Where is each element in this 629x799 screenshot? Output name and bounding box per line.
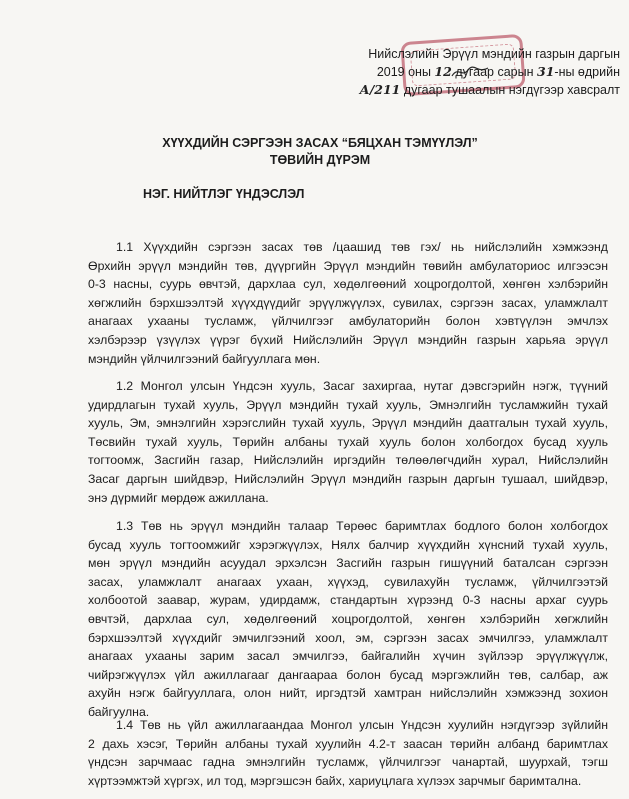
paragraph-line: Өрхийн эрүүл мэндийн төв, дүүргийн Эрүүл мэндийн төвийн амбулаториос илгээсэн (88, 258, 608, 273)
paragraph-line: мэндийн үйлчилгээний байгууллага мөн. (88, 351, 321, 366)
section-heading: НЭГ. НИЙТЛЭГ ҮНДЭСЛЭЛ (143, 187, 305, 201)
paragraph-1-4 (88, 716, 608, 790)
paragraph-line: 1.1 Хүүхдийн сэргээн засах төв /цаашид төв гэх/ нь нийслэлийн хэмжээнд (116, 240, 608, 254)
paragraph-line: 2 дахь хэсэг, Төрийн албаны тухай хуулийн 4.2-т заасан төрийн албанд баримтлах (88, 736, 608, 751)
paragraph-line: мөн эрүүл мэндийн асуудал эрхэлсэн Засгийн газрын гишүүний баталсан сэргээн (88, 556, 608, 571)
paragraph-line: засах, уламжлалт анагаах ухаан, хүүхэд, сувилахуйн тусламж, үйлчилгээтэй (88, 574, 608, 589)
paragraph-line: хөгжлийн бэрхшээлтэй хүүхдүүдийг эрүүлжүүлэх, сувилах, сэргээн засах, уламжлалт (88, 295, 608, 310)
paragraph-line: 1.3 Төв нь эрүүл мэндийн талаар Төрөөс баримтлах бодлого болон холбогдох (116, 519, 608, 533)
approval-month-label: дугаар сарын (455, 65, 534, 79)
approval-month: 12 (434, 64, 452, 79)
paragraph-line: холбоотой заавар, журам, удирдамж, стандартын хүрээнд 0-3 насны архаг суурь (88, 593, 608, 608)
paragraph-line: хүртээмжтэй хүргэх, ил тод, мэргэшсэн байх, хариуцлага хүлээх зарчмыг баримтална. (88, 773, 582, 788)
order-number: А/211 (359, 82, 401, 97)
paragraph-line: Засаг даргын шийдвэр, Нийслэлийн Эрүүл мэндийн газрын даргын тушаал, шийдвэр, (88, 471, 608, 486)
approval-year: 2019 оны (376, 65, 431, 79)
approval-day: 31 (537, 64, 555, 79)
paragraph-line: байгуулна. (88, 704, 150, 719)
paragraph-line: чийрэгжүүлэх үйл ажиллагааг дангаараа болон бусад мэргэжлийн төв, салбар, аж (88, 667, 608, 682)
paragraph-line: 0-3 насны, суурь өвчтэй, дархлаа сул, хөдөлгөөний хоцрогдолтой, хөнгөн хэлбэрийн (88, 277, 608, 292)
paragraph-line: анагаах ухааны тусламж, үйлчилгээг амбулаторийн болон хэвтүүлэн эмчлэх (88, 314, 608, 329)
paragraph-line: өвчтэй, дархлаа сул, хөдөлгөөний хоцрогдолтой, хөнгөн хэлбэрийн хөгжлийн (88, 611, 608, 626)
paragraph-1-3 (88, 517, 608, 722)
approval-block (330, 46, 620, 99)
paragraph-line: 1.2 Монгол улсын Үндсэн хууль, Засаг захиргаа, нутаг дэвсгэрийн нэгж, түүний (116, 379, 608, 393)
paragraph-line: 1.4 Төв нь үйл ажиллагаандаа Монгол улсын Үндсэн хуулийн нэгдүгээр зүйлийн (116, 718, 608, 732)
paragraph-line: хууль, Эм, эмнэлгийн хэрэгслийн тухай хууль, Эрүүл мэндийн даатгалын тухай хууль, (88, 416, 608, 431)
paragraph-line: тогтоомж, Засгийн газар, Нийслэлийн иргэдийн төлөөлөгчдийн хурал, Нийслэлийн (88, 453, 608, 468)
title-line-2: ТӨВИЙН ДҮРЭМ (269, 153, 371, 167)
approval-line-2 (330, 63, 620, 81)
approval-line-3 (330, 81, 620, 99)
paragraph-line: Төсвийн тухай хууль, Төрийн албаны тухай хууль болон холбогдох бусад хууль (88, 434, 608, 449)
approval-line-1: Нийслэлийн Эрүүл мэндийн газрын даргын (368, 47, 620, 61)
paragraph-line: ахуйн нэгж байгууллага, олон нийт, иргэдтэй хамтран нийслэлийн хэмжээнд зохион (88, 686, 608, 701)
paragraph-line: энэ дүрмийг мөрдөж ажиллана. (88, 490, 269, 505)
title-line-1: ХҮҮХДИЙН СЭРГЭЭН ЗАСАХ “БЯЦХАН ТЭМҮҮЛЭЛ” (162, 136, 478, 150)
paragraph-line: хэлбэрээр үзүүлэх үүрэг бүхий Нийслэлийн Эрүүл мэндийн газрын харьяа эрүүл (88, 332, 608, 347)
approval-day-label: -ны өдрийн (554, 65, 620, 79)
document-title (130, 135, 510, 169)
paragraph-1-1 (88, 238, 608, 368)
paragraph-line: үндсэн зарчмаас гадна эмнэлгийн тусламж, үйлчилгээг чанартай, шуурхай, тэгш (88, 755, 608, 770)
paragraph-line: бэрхшээлтэй хүүхдийг эмчилгээний хоол, эм, сэргээн засах эмчилгээ, уламжлалт (88, 630, 608, 645)
approval-attachment-text: дугаар тушаалын нэгдүгээр хавсралт (403, 83, 620, 97)
paragraph-line: удирдлагын тухай хууль, Эрүүл мэндийн тухай хууль, Эмнэлгийн тусламжийн тухай (88, 397, 608, 412)
paragraph-line: бусад хууль тогтоомжийг хэрэгжүүлэх, Нялх балчир хүүхдийн хүнсний тухай хууль, (88, 537, 608, 552)
paragraph-1-2 (88, 377, 608, 507)
paragraph-line: анагаах ухааны зарим засал эмчилгээ, байгалийн хүчин зүйлээр эрүүлжүүлж, (88, 649, 608, 664)
